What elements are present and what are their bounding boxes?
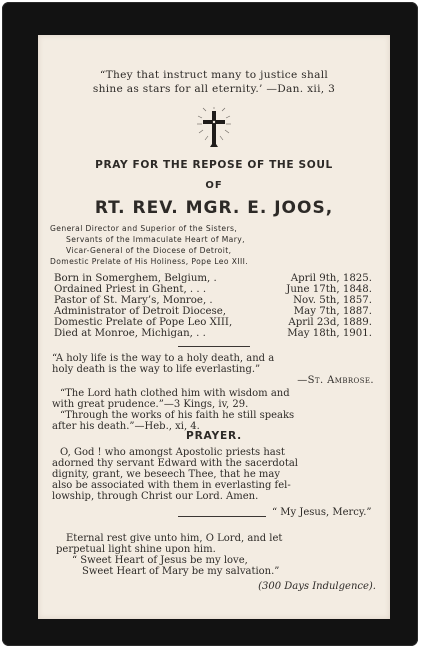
prayer-line-3: dignity, grant, we beseech Thee, that he may [52,469,281,480]
bio-row: Pastor of St. Mary’s, Monroe, . Nov. 5th, 1857. [54,295,372,306]
bio-row: Ordained Priest in Ghent, . . . June 17th, 1848. [54,284,372,295]
prayer-line-2: adorned thy servant Edward with the sacerdotal [52,458,298,469]
ejaculation: “ My Jesus, Mercy.” [272,507,372,518]
prayer-line-4: also be associated with them in everlasting fel- [52,480,291,491]
pray-heading: PRAY FOR THE REPOSE OF THE SOUL [95,159,333,171]
rest-line-1: Eternal rest give unto him, O Lord, and let [66,533,283,544]
deceased-name: RT. REV. MGR. E. JOOS, [94,198,334,218]
epigraph-line-2: shine as stars for all eternity.’ —Dan. xii, 3 [92,83,336,95]
prayer-heading: PRAYER. [186,430,242,442]
divider [178,346,250,347]
bio-row: Born in Somerghem, Belgium, . April 9th, 1825. [54,273,372,284]
ambrose-source: —St. Ambrose. [297,375,374,386]
bio-row: Domestic Prelate of Pope Leo XIII, April 23d, 1889. [54,317,372,328]
ambrose-quote-line-2: holy death is the way to life everlasting.” [52,364,261,375]
indulgence-note: (300 Days Indulgence). [258,581,376,592]
mourning-card-border [2,2,418,646]
cross-icon [196,107,232,149]
rest-line-4: Sweet Heart of Mary be my salvation.” [82,566,280,577]
epigraph-line-1: “They that instruct many to justice shall [99,69,329,81]
kings-quote-line-2: with great prudence.”—3 Kings, iv, 29. [52,399,249,410]
title-line-3: Vicar-General of the Diocese of Detroit, [66,246,232,255]
prayer-line-1: O, God ! who amongst Apostolic priests hast [60,447,285,458]
bio-row: Administrator of Detroit Diocese, May 7th, 1887. [54,306,372,317]
rest-line-2: perpetual light shine upon him. [56,544,216,555]
rest-line-3: “ Sweet Heart of Jesus be my love, [72,555,248,566]
heb-quote-line-1: “Through the works of his faith he still speaks [60,410,295,421]
prayer-line-5: lowship, through Christ our Lord. Amen. [52,491,259,502]
ambrose-quote-line-1: “A holy life is the way to a holy death, and a [52,353,275,364]
title-line-1: General Director and Superior of the Sisters, [50,224,238,233]
of-heading: OF [205,180,223,191]
kings-quote-line-1: “The Lord hath clothed him with wisdom and [60,388,290,399]
bio-row: Died at Monroe, Michigan, . . May 18th, 1901. [54,328,372,339]
divider [178,516,266,517]
memorial-card [38,35,390,619]
title-line-4: Domestic Prelate of His Holiness, Pope Leo XIII. [50,257,249,266]
heb-quote-line-2: after his death.”—Heb., xi, 4. [52,421,200,432]
title-line-2: Servants of the Immaculate Heart of Mary, [66,235,245,244]
